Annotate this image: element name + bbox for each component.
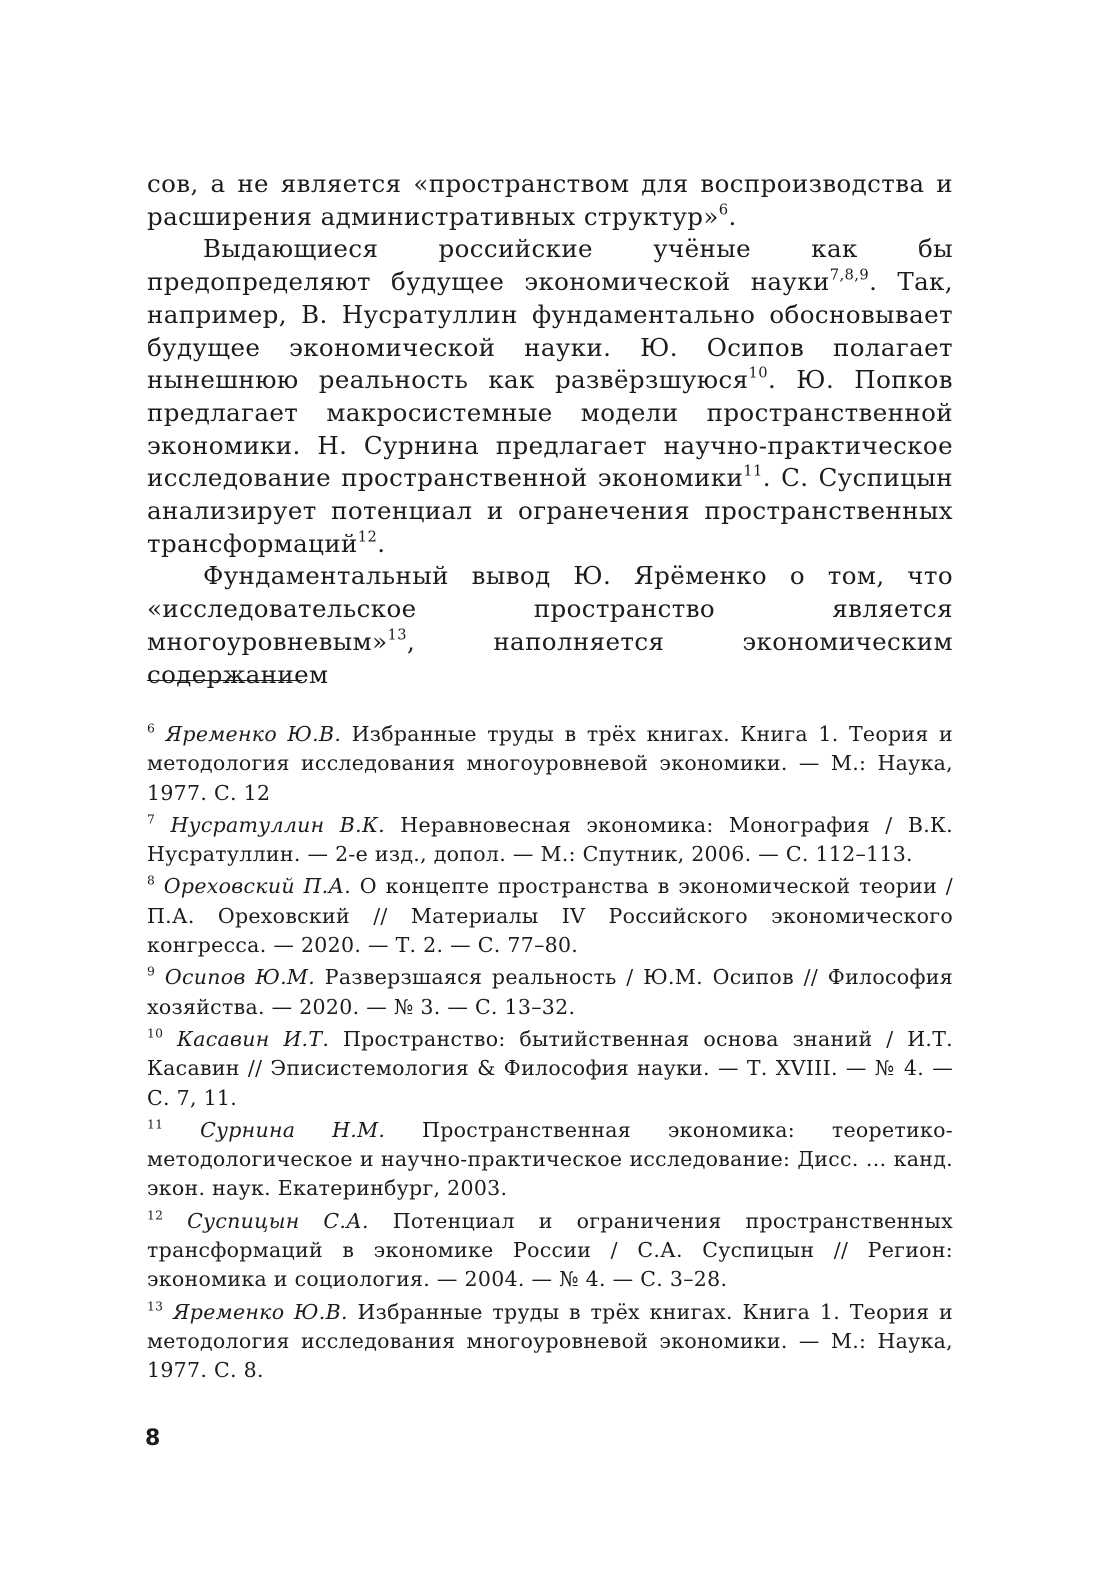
footnote-author: Сурнина Н.М. (200, 1117, 386, 1142)
footnote-number: 9 (147, 964, 156, 979)
main-text (147, 168, 953, 691)
footnote-ref[interactable]: 11 (743, 463, 763, 481)
footnote-author: Осипов Ю.М. (164, 965, 316, 990)
footnote-number: 12 (147, 1208, 164, 1223)
footnote-text: Неравновесная экономика: Монография / В.К. Нусратуллин. — 2-е изд., допол. — М.: Спутник, 2006. — С. 112–113. (147, 812, 953, 867)
footnote-number: 10 (147, 1026, 164, 1041)
footnote-text: Пространство: бытийственная основа знаний / И.Т. Касавин // Эписистемология & Философия науки. — Т. XVIII. — № 4. — С. 7, 11. (147, 1026, 953, 1110)
paragraph-text: Фундаментальный вывод Ю. Ярёменко о том, что «исследовательское пространство является многоуровневым» (147, 561, 953, 656)
footnote-number: 6 (147, 721, 156, 736)
footnote-item (147, 1116, 953, 1204)
footnote-text: Избранные труды в трёх книгах. Книга 1. Теория и методология исследования многоуровневой экономики. — М.: Наука, 1977. С. 12 (147, 722, 953, 805)
footnote-ref[interactable]: 10 (748, 364, 768, 382)
paragraph (147, 168, 953, 233)
paragraph-text: . (377, 528, 386, 558)
footnote-text: Разверзшаяся реальность / Ю.М. Осипов // Философия хозяйства. — 2020. — № 3. — С. 13–32. (147, 965, 953, 1019)
footnotes (147, 720, 953, 1389)
footnote-author: Касавин И.Т. (177, 1026, 330, 1051)
footnote-author: Яременко Ю.В. (172, 1299, 348, 1324)
footnote-item (147, 1025, 953, 1113)
footnote-ref[interactable]: 12 (357, 528, 378, 546)
footnote-text: Пространственная экономика: теоретико-методологическое и научно-практическое исследование: Дисс. … канд. экон. наук. Екатеринбург, 2003. (147, 1117, 953, 1201)
footnote-text: Избранные труды в трёх книгах. Книга 1. Теория и методология исследования многоуровневой экономики. — М.: Наука, 1977. С. 8. (147, 1299, 953, 1383)
footnote-author: Суспицын С.А. (187, 1208, 369, 1233)
footnote-number: 8 (147, 873, 156, 888)
footnote-author: Яременко Ю.В. (165, 722, 342, 746)
footnote-ref[interactable]: 13 (387, 626, 408, 644)
paragraph-text: сов, а не является «пространством для воспроизводства и расширения административных структур» (147, 169, 953, 231)
footnote-author: Ореховский П.А. (163, 874, 352, 899)
paragraph-text: . (728, 201, 737, 231)
paragraph-text: , наполняется экономическим содержанием (147, 626, 953, 689)
footnote-ref[interactable]: 6 (718, 201, 729, 219)
footnote-ref[interactable]: 7,8,9 (829, 266, 870, 284)
paragraph-text: . Ю. Попков предлагает макросистемные модели пространственной экономики. Н. Сурнина предлагает научно-практическое исследование пространственной экономики (147, 365, 954, 493)
footnote-text: О концепте пространства в экономической теории / П.А. Ореховский // Материалы IV Российского экономического конгресса. — 2020. — Т. 2. — С. 77–80. (147, 874, 953, 958)
footnote-separator (147, 680, 302, 681)
footnote-item (147, 811, 953, 870)
paragraph (147, 560, 953, 691)
page-number: 8 (145, 1426, 161, 1451)
footnote-number: 13 (147, 1299, 164, 1314)
paragraph-text: Выдающиеся российские учёные как бы предопределяют будущее экономической науки (147, 234, 953, 297)
footnote-item (147, 963, 953, 1022)
footnote-text: Потенциал и ограничения пространственных трансформаций в экономике России / С.А. Суспицын // Регион: экономика и социология. — 2004. — № 4. — С. 3–28. (147, 1208, 953, 1292)
footnote-item (147, 720, 953, 808)
paragraph-text: . С. Суспицын анализирует потенциал и огранечения пространственных трансформаций (147, 463, 953, 558)
footnote-number: 11 (147, 1117, 164, 1132)
paragraph-text: . Так, например, В. Нусратуллин фундаментально обосновывает будущее экономической науки. Ю. Осипов полагает нынешнюю реальность как развёрзшуюся (147, 267, 953, 395)
footnote-item (147, 1298, 953, 1386)
footnote-author: Нусратуллин В.К. (170, 812, 385, 837)
footnote-number: 7 (147, 812, 156, 827)
paragraph (147, 233, 953, 560)
footnote-item (147, 1207, 953, 1295)
footnote-item (147, 872, 953, 960)
